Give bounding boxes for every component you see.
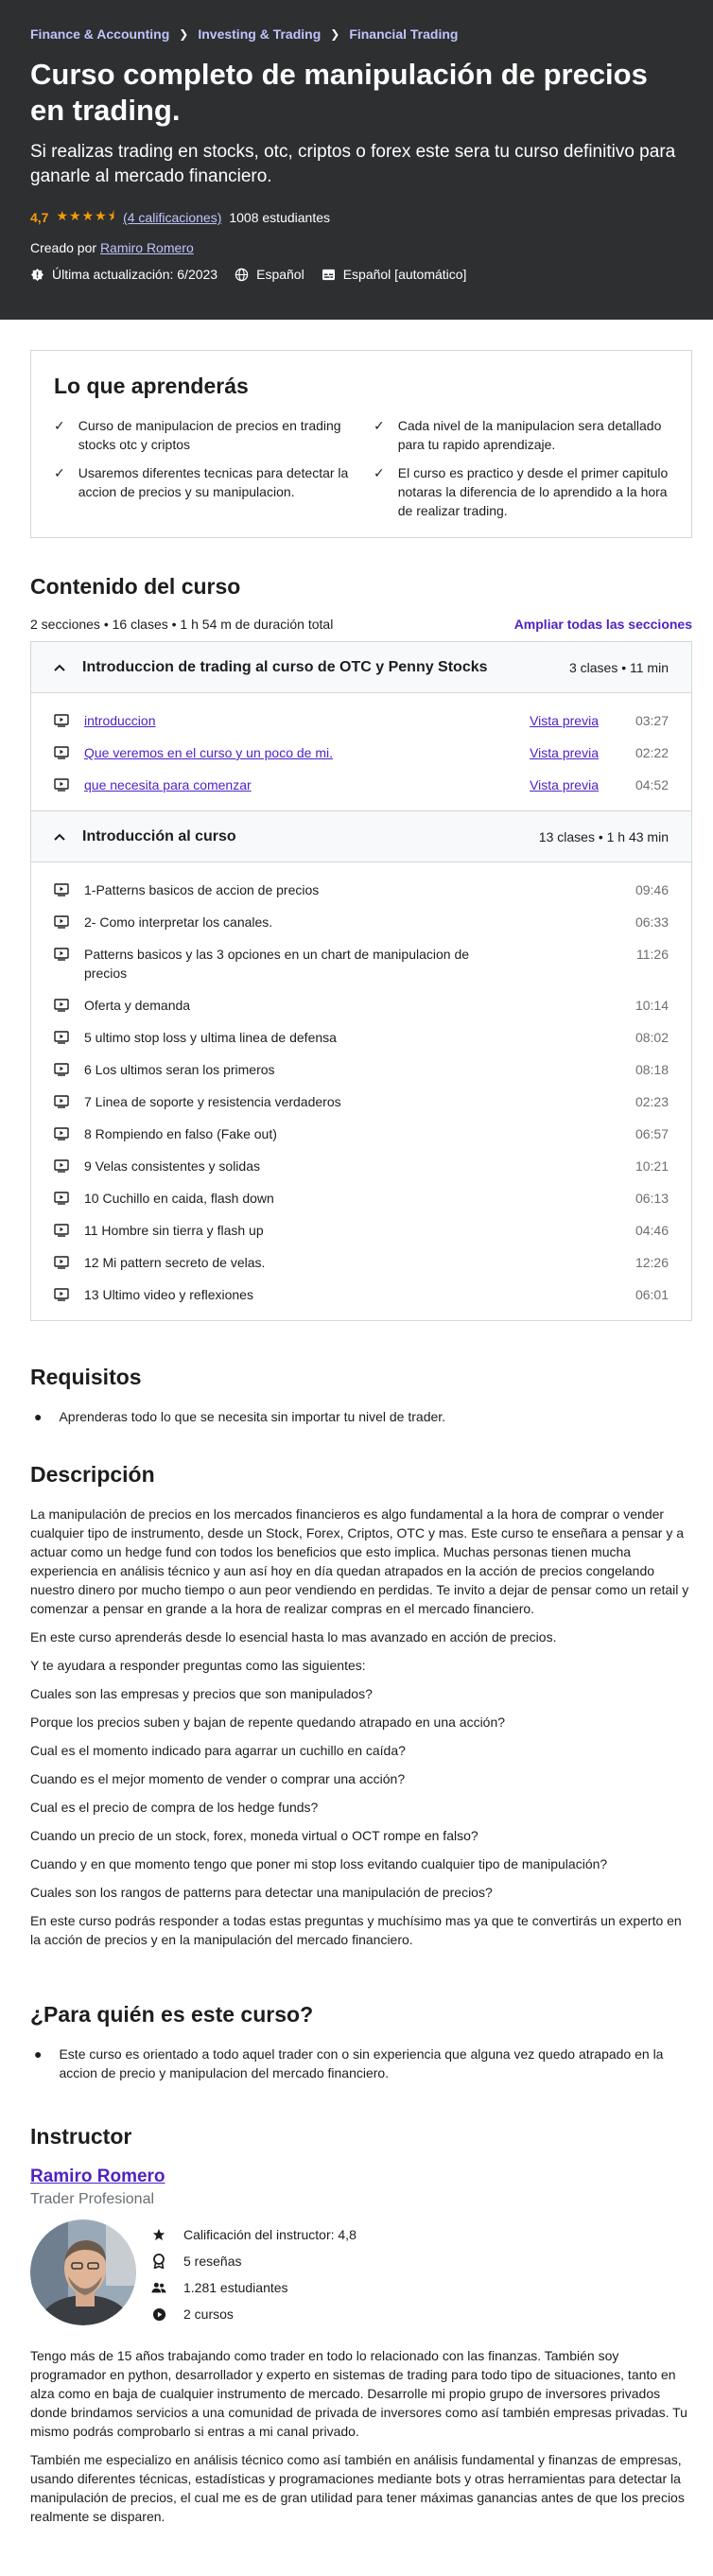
captions-icon [322,268,336,282]
course-main [0,320,713,2573]
bullet-icon: ● [34,1409,43,1424]
video-icon [54,1031,69,1044]
video-icon [54,1159,69,1173]
what-you-learn [30,350,692,538]
instructor-stat-rating: Calificación del instructor: 4,8 [151,2225,356,2244]
lecture-row [54,989,669,1021]
lecture-duration: 04:46 [635,1223,669,1238]
author-link[interactable]: Ramiro Romero [99,240,194,255]
star-rating-icon: ★★★★⯨ [56,208,116,223]
audience-list [30,2045,692,2082]
lecture-title: Patterns basicos y las 3 opciones en un chart de manipulacion de precios [84,947,470,981]
video-icon [54,999,69,1012]
section-header[interactable] [31,811,691,862]
lecture-title: 2- Como interpretar los canales. [84,914,273,930]
video-icon [54,915,69,929]
lecture-duration: 02:22 [635,745,669,760]
bullet-icon: ● [34,2046,43,2062]
course-header [0,0,713,320]
rating-value: 4,7 [30,210,49,225]
course-subtitle: Si realizas trading en stocks, otc, criptos o forex este sera tu curso definitivo para ganarle al mercado financiero. [30,142,676,186]
last-update: Última actualización: 6/2023 [52,267,218,282]
lecture-row [54,1246,669,1279]
lecture-title: 5 ultimo stop loss y ultima linea de defensa [84,1030,337,1045]
bio-paragraph: Tengo más de 15 años trabajando como trader en todo lo relacionado con las finanzas. También soy programador en python, desarrollador y experto en sistemas de trading para todo tipo de situaciones, tanto en alza como en baja de cualquier instrumento de mercado. Desarrolle mi propio grupo de inversores privados donde brindamos servicios a una comunidad de privada de inversores como así también empresas privadas. Tu mismo podrás comprobarlo si entras a mi canal privado. [30,2348,687,2439]
learn-item: ✓ Curso de manipulacion de precios en trading stocks otc y criptos [54,418,341,452]
lecture-row [54,1150,669,1182]
check-icon: ✓ [374,465,385,480]
created-by [30,240,683,255]
instructor-stat-reviews: 5 reseñas [151,2252,356,2271]
lecture-row [54,906,669,938]
lecture-title: 7 Linea de soporte y resistencia verdaderos [84,1094,341,1109]
description-paragraph: Cuando es el mejor momento de vender o comprar una acción? [30,1771,406,1786]
chevron-up-icon [54,830,65,844]
course-captions: Español [automático] [342,267,467,282]
description-paragraph: Cual es el precio de compra de los hedge funds? [30,1800,319,1815]
lecture-duration: 10:14 [635,998,669,1013]
instructor-profile [30,2219,692,2331]
lecture-title: 11 Hombre sin tierra y flash up [84,1223,264,1238]
created-by-label: Creado por [30,240,97,255]
instructor-role: Trader Profesional [30,2191,155,2207]
section-title: Introducción al curso [82,827,236,844]
lecture-duration: 08:18 [635,1062,669,1077]
lecture-title: 1-Patterns basicos de accion de precios [84,882,320,897]
course-meta [30,267,683,282]
instructor-stat-students: 1.281 estudiantes [151,2278,356,2297]
award-icon [151,2254,166,2269]
chevron-right-icon: ❯ [330,27,340,41]
lecture-duration: 09:46 [635,882,669,897]
video-icon [54,746,69,759]
video-icon [54,1288,69,1301]
lecture-duration: 04:52 [635,777,669,792]
course-language: Español [256,267,304,282]
description-paragraph: Cuando un precio de un stock, forex, moneda virtual o OCT rompe en falso? [30,1828,478,1843]
video-icon [54,714,69,727]
section-meta: 13 clases • 1 h 43 min [538,828,669,844]
expand-all-sections-button[interactable]: Ampliar todas las secciones [513,617,692,632]
breadcrumb-item-financial-trading[interactable]: Financial Trading [349,26,459,42]
lecture-duration: 10:21 [635,1158,669,1174]
curriculum [30,641,692,1321]
video-icon [54,1063,69,1076]
lecture-title-link[interactable]: introduccion [84,713,156,728]
lecture-row [54,1021,669,1053]
alert-badge-icon [30,268,44,282]
lecture-title: Oferta y demanda [84,998,191,1013]
description-paragraph: Cuales son los rangos de patterns para detectar una manipulación de precios? [30,1885,493,1900]
lecture-title: 12 Mi pattern secreto de velas. [84,1255,266,1270]
lecture-title: 6 Los ultimos seran los primeros [84,1062,275,1077]
learn-item: ✓ El curso es practico y desde el primer capitulo notaras la diferencia de lo aprendido a la hora de realizar trading. [374,465,669,518]
course-title: Curso completo de manipulación de precios en trading. [30,58,648,127]
play-circle-icon [151,2306,166,2322]
preview-link[interactable]: Vista previa [530,777,599,792]
description-body [30,1505,692,1949]
video-icon [54,1127,69,1140]
audience-title: ¿Para quién es este curso? [30,2002,314,2027]
description-title: Descripción [30,1462,155,1487]
rating-row [30,206,683,229]
lecture-row [54,938,669,989]
avatar[interactable] [30,2219,136,2325]
section-meta: 3 clases • 11 min [568,659,669,675]
description-paragraph: Cuales son las empresas y precios que son manipulados? [30,1686,373,1701]
breadcrumb-item-investing[interactable]: Investing & Trading [198,26,322,42]
breadcrumb [30,26,683,42]
lecture-duration: 06:13 [635,1191,669,1206]
instructor-name-link[interactable]: Ramiro Romero [30,2167,165,2186]
requirements-title: Requisitos [30,1365,142,1389]
lecture-row [54,1086,669,1118]
course-content-title: Contenido del curso [30,574,241,599]
course-content-summary [30,617,692,632]
what-you-learn-title: Lo que aprenderás [54,374,249,398]
section-header[interactable] [31,642,691,693]
lecture-row [54,1182,669,1214]
requirements-list [30,1407,692,1426]
lecture-duration: 02:23 [635,1094,669,1109]
video-icon [54,1095,69,1108]
preview-link[interactable]: Vista previa [530,745,599,760]
rating-count-link[interactable]: (4 calificaciones) [123,210,222,225]
students-count: 1008 estudiantes [229,210,330,225]
video-icon [54,883,69,896]
lecture-row [54,874,669,906]
lecture-duration: 12:26 [635,1255,669,1270]
section-lectures [31,862,691,1320]
lecture-title: 13 Ultimo video y reflexiones [84,1287,253,1302]
lecture-duration: 08:02 [635,1030,669,1045]
video-icon [54,1224,69,1237]
lecture-title-link[interactable]: Que veremos en el curso y un poco de mi. [84,745,334,760]
video-icon [54,1256,69,1269]
section-lectures [31,693,691,811]
description-paragraph: Porque los precios suben y bajan de repente quedando atrapado en una acción? [30,1714,506,1730]
learn-list [54,416,669,520]
chevron-up-icon [54,661,65,674]
check-icon: ✓ [374,418,385,433]
lecture-duration: 06:33 [635,914,669,930]
learn-item: ✓ Usaremos diferentes tecnicas para detectar la accion de precios y su manipulacion. [54,463,349,520]
bio-paragraph: También me especializo en análisis técnico como así también en análisis fundamental y finanzas de empresas, usando diferentes técnicas, estadísticas y programaciones mediante bots y otras herramientas para detectar la manipulación de precios, el cual me es de gran utilidad para tener máximas ganancias antes de que los precios realmente se disparen. [30,2452,685,2524]
lecture-row [54,705,669,737]
list-item: ● Aprenderas todo lo que se necesita sin importar tu nivel de trader. [34,1409,446,1424]
instructor-stats [151,2219,356,2331]
lecture-title: 8 Rompiendo en falso (Fake out) [84,1126,277,1141]
section-title: Introduccion de trading al curso de OTC y Penny Stocks [82,658,488,675]
instructor-stat-courses: 2 cursos [151,2305,356,2324]
lecture-duration: 06:01 [635,1287,669,1302]
description-paragraph: Y te ayudara a responder preguntas como las siguientes: [30,1658,366,1673]
lecture-row [54,1279,669,1311]
breadcrumb-item-finance[interactable]: Finance & Accounting [30,26,170,42]
instructor-title: Instructor [30,2124,132,2149]
description-paragraph: En este curso aprenderás desde lo esencial hasta lo mas avanzado en acción de precios. [30,1629,557,1645]
list-item: ● Este curso es orientado a todo aquel trader con o sin experiencia que alguna vez quedo atrapado en la accion de precio y manipulacion del mercado financiero. [34,2046,664,2080]
lecture-row [54,1118,669,1150]
globe-icon [235,268,249,282]
lecture-title: 9 Velas consistentes y solidas [84,1158,260,1174]
instructor-bio [30,2346,692,2526]
description-paragraph: Cuando y en que momento tengo que poner mi stop loss evitando cualquier tipo de manipulación? [30,1856,608,1871]
video-icon [54,1192,69,1205]
lecture-duration: 11:26 [636,947,669,962]
description-paragraph: En este curso podrás responder a todas estas preguntas y muchísimo mas ya que te convertirás un experto en la acción de precios y en la manipulación del mercado financiero. [30,1913,682,1947]
video-icon [54,778,69,792]
check-icon: ✓ [54,465,65,480]
preview-link[interactable]: Vista previa [530,713,599,728]
lecture-title: 10 Cuchillo en caida, flash down [84,1191,274,1206]
chevron-right-icon: ❯ [179,27,189,41]
learn-item: ✓ Cada nivel de la manipulacion sera detallado para tu rapido aprendizaje. [374,418,662,452]
content-summary-text: 2 secciones • 16 clases • 1 h 54 m de duración total [30,617,334,632]
description-paragraph: Cual es el momento indicado para agarrar un cuchillo en caída? [30,1743,406,1758]
description-paragraph: La manipulación de precios en los mercados financieros es algo fundamental a la hora de comprar o vender cualquier tipo de instrumento, desde un Stock, Forex, Criptos, OTC y mas. Este curso te enseñara a pensar y a actuar como un hedge fund con todos los beneficios que esto implica. Muchas personas tienen mucha experiencia en análisis técnico y aun así hoy en día quedan atrapados en la acción de precios congelando nuestro dinero por mucho tiempo o aun peor vendiendo en perdidas. Te invito a dejar de pensar como un retail y comenzar a pensar en grande a la hora de realizar compras en el mercado financiero. [30,1506,689,1616]
lecture-duration: 03:27 [635,713,669,728]
lecture-duration: 06:57 [635,1126,669,1141]
video-icon [54,948,69,961]
lecture-row [54,1214,669,1246]
lecture-title-link[interactable]: que necesita para comenzar [84,777,252,792]
lecture-row [54,737,669,769]
star-icon [151,2227,166,2242]
check-icon: ✓ [54,418,65,433]
lecture-row [54,769,669,801]
users-icon [151,2280,166,2295]
lecture-row [54,1053,669,1086]
